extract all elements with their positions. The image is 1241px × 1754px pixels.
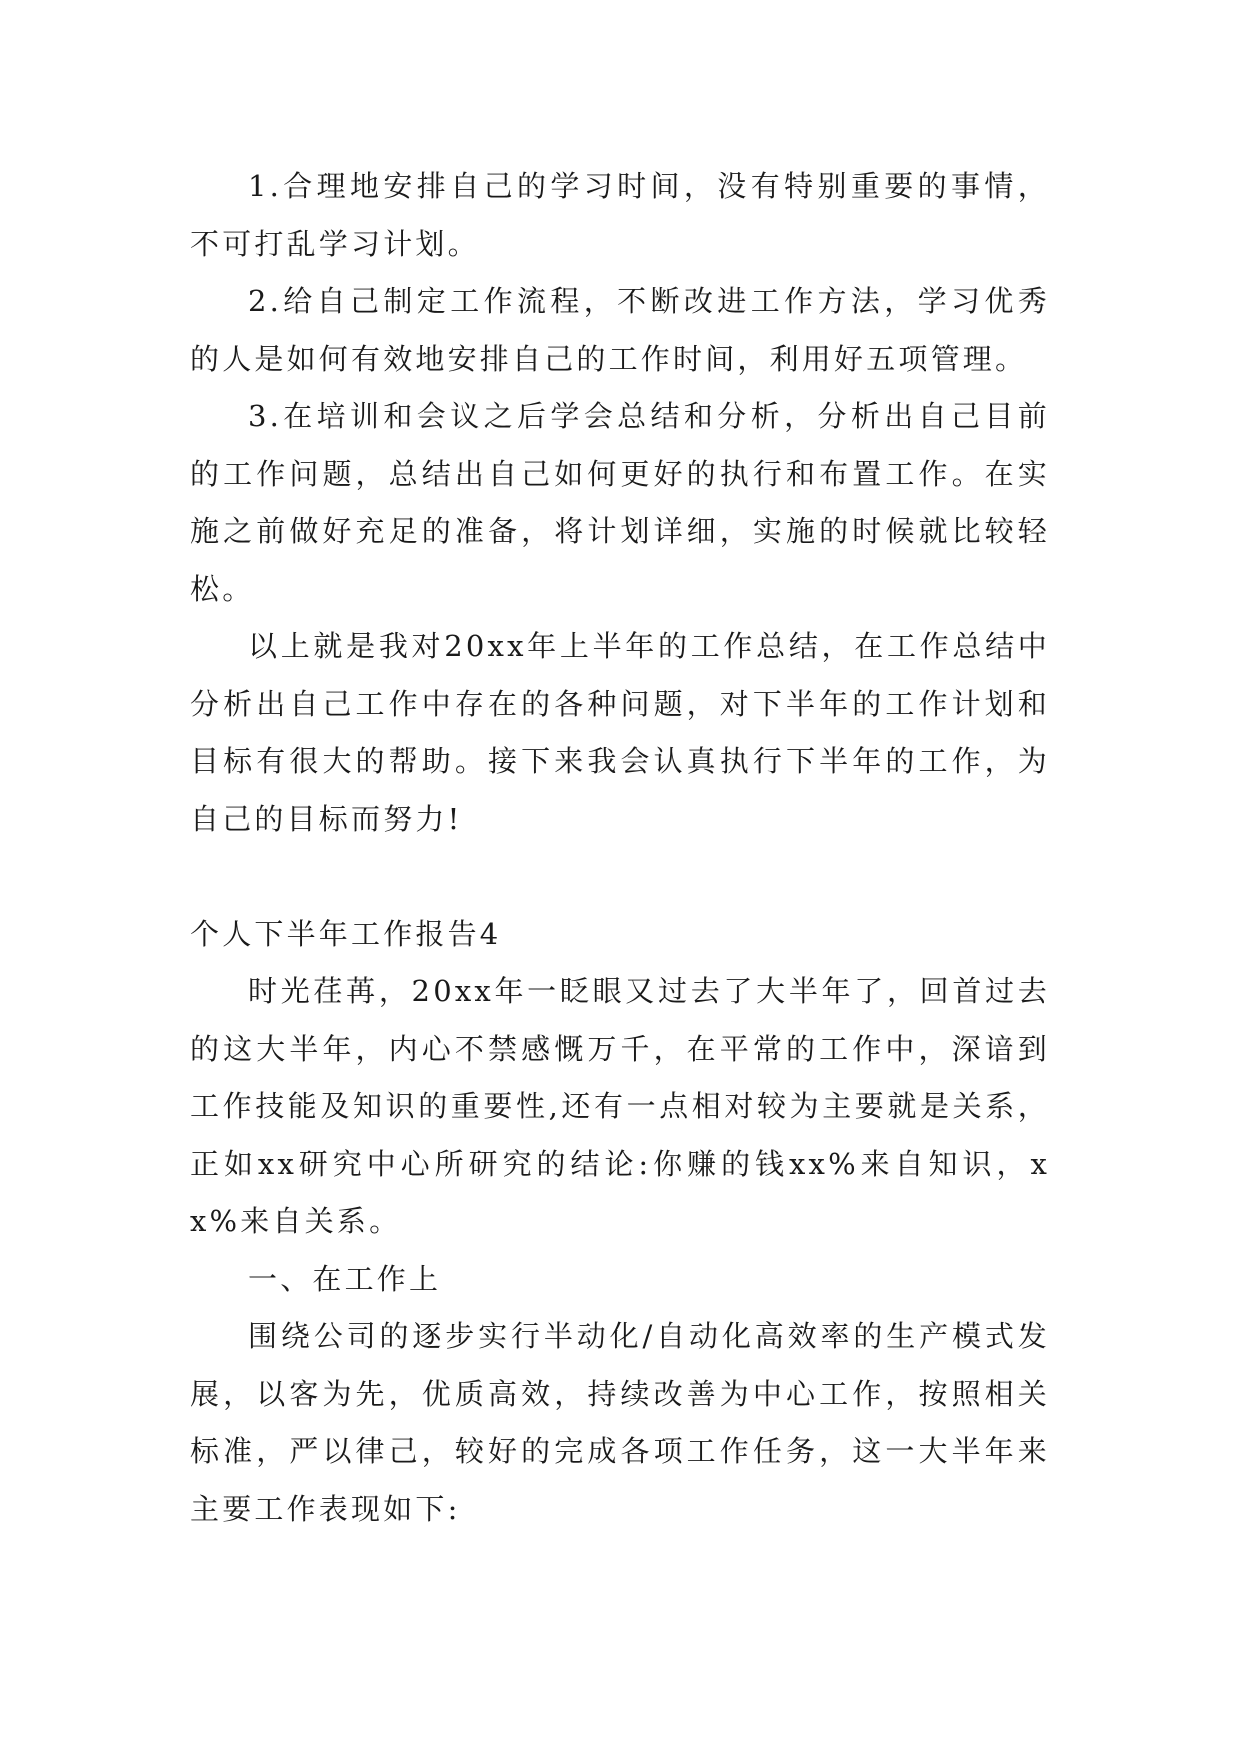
- paragraph-item-1: 1.合理地安排自己的学习时间，没有特别重要的事情，不可打乱学习计划。: [190, 169, 1050, 261]
- section-title: 个人下半年工作报告4: [190, 916, 502, 951]
- paragraph-item-3: 3.在培训和会议之后学会总结和分析，分析出自己目前的工作问题，总结出自己如何更好的执行和布置工作。在实施之前做好充足的准备，将计划详细，实施的时候就比较轻松。: [190, 399, 1050, 606]
- document-page: [190, 158, 1050, 1538]
- paragraph-work: 围绕公司的逐步实行半动化/自动化高效率的生产模式发展，以客为先，优质高效，持续改善为中心工作，按照相关标准，严以律己，较好的完成各项工作任务，这一大半年来主要工作表现如下:: [190, 1319, 1050, 1526]
- paragraph-summary: 以上就是我对20xx年上半年的工作总结，在工作总结中分析出自己工作中存在的各种问题，对下半年的工作计划和目标有很大的帮助。接下来我会认真执行下半年的工作，为自己的目标而努力!: [190, 629, 1050, 836]
- paragraph-item-2: 2.给自己制定工作流程，不断改进工作方法，学习优秀的人是如何有效地安排自己的工作时间，利用好五项管理。: [190, 284, 1050, 376]
- subheading-work: 一、在工作上: [248, 1261, 442, 1296]
- paragraph-intro: 时光荏苒，20xx年一眨眼又过去了大半年了，回首过去的这大半年，内心不禁感慨万千，在平常的工作中，深谙到工作技能及知识的重要性,还有一点相对较为主要就是关系，正如xx研究中心所研究的结论:你赚的钱xx%来自知识，xx%来自关系。: [190, 974, 1050, 1238]
- section-spacer: [190, 848, 1050, 906]
